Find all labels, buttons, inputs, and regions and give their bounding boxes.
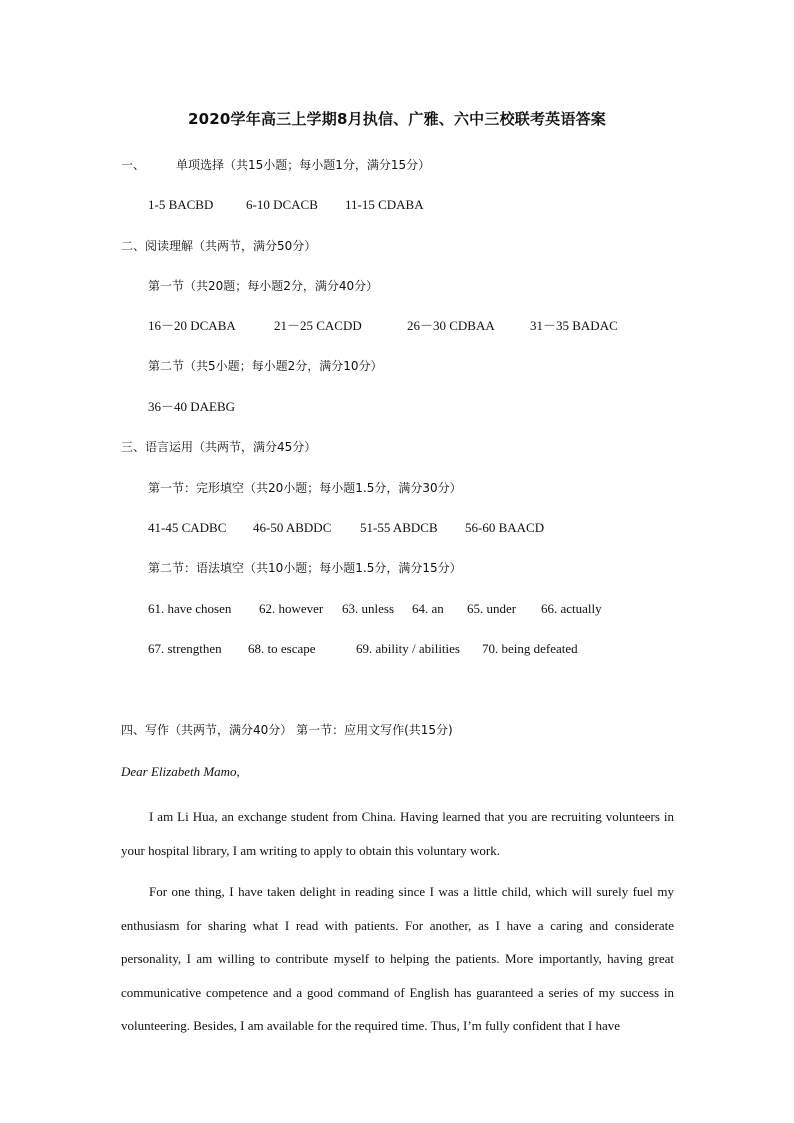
answer-group: 51-55 ABDCB xyxy=(360,520,438,535)
grammar-answer: 61. have chosen xyxy=(148,601,232,616)
answer-group: 41-45 CADBC xyxy=(148,520,227,535)
section-2-part2-heading: 第二节（共5小题；每小题2分，满分10分） xyxy=(148,359,383,373)
grammar-answer: 62. however xyxy=(259,601,324,616)
section-3-part2-answers-row2 xyxy=(0,641,794,657)
grammar-answer: 65. under xyxy=(467,601,517,616)
section-4-heading: 四、写作（共两节，满分40分） 第一节：应用文写作(共15分) xyxy=(121,723,453,737)
section-3-part1-heading: 第一节：完形填空（共20小题；每小题1.5分，满分30分） xyxy=(148,481,462,495)
answer-group: 11-15 CDABA xyxy=(345,197,424,212)
page-title: 2020学年高三上学期8月执信、广雅、六中三校联考英语答案 xyxy=(188,110,606,128)
grammar-answer: 63. unless xyxy=(342,601,394,616)
letter-paragraph-1: I am Li Hua, an exchange student from China. Having learned that you are recruiting volunteers in your hospital library, I am writing to apply to obtain this voluntary work. xyxy=(121,809,674,858)
section-2-part1-heading: 第一节（共20题；每小题2分，满分40分） xyxy=(148,279,379,293)
letter-salutation: Dear Elizabeth Mamo, xyxy=(121,764,240,779)
section-2-part2-answers: 36－40 DAEBG xyxy=(148,399,236,414)
answer-group: 16－20 DCABA xyxy=(148,318,236,333)
grammar-answer: 70. being defeated xyxy=(482,641,578,656)
section-3-part1-answers xyxy=(0,520,794,536)
answer-group: 26－30 CDBAA xyxy=(407,318,495,333)
answer-group: 21－25 CACDD xyxy=(274,318,362,333)
section-1-heading: 单项选择（共15小题；每小题1分，满分15分） xyxy=(176,158,431,172)
answer-group: 6-10 DCACB xyxy=(246,197,318,212)
grammar-answer: 69. ability / abilities xyxy=(356,641,460,656)
section-2-part1-answers xyxy=(0,318,794,334)
section-1-number: 一、 xyxy=(121,158,146,172)
section-1-answers xyxy=(0,197,794,213)
answer-group: 46-50 ABDDC xyxy=(253,520,332,535)
section-3-part2-answers-row1 xyxy=(0,601,794,617)
grammar-answer: 64. an xyxy=(412,601,444,616)
answer-group: 1-5 BACBD xyxy=(148,197,214,212)
grammar-answer: 68. to escape xyxy=(248,641,316,656)
answer-group: 56-60 BAACD xyxy=(465,520,545,535)
section-3-part2-heading: 第二节：语法填空（共10小题；每小题1.5分，满分15分） xyxy=(148,561,462,575)
answer-group: 31－35 BADAC xyxy=(530,318,618,333)
section-3-heading: 三、语言运用（共两节，满分45分） xyxy=(121,440,317,454)
grammar-answer: 66. actually xyxy=(541,601,602,616)
grammar-answer: 67. strengthen xyxy=(148,641,222,656)
letter-paragraph-2: For one thing, I have taken delight in reading since I was a little child, which will surely fuel my enthusiasm for sharing what I read with patients. For another, as I have a caring and considerate personality, I am willing to contribute myself to helping the patients. More importantly, having great communicative competence and a good command of English has guaranteed a series of my success in volunteering. Besides, I am available for the required time. Thus, I’m fully confident that I have xyxy=(121,884,674,1034)
section-2-heading: 二、阅读理解（共两节，满分50分） xyxy=(121,239,317,253)
